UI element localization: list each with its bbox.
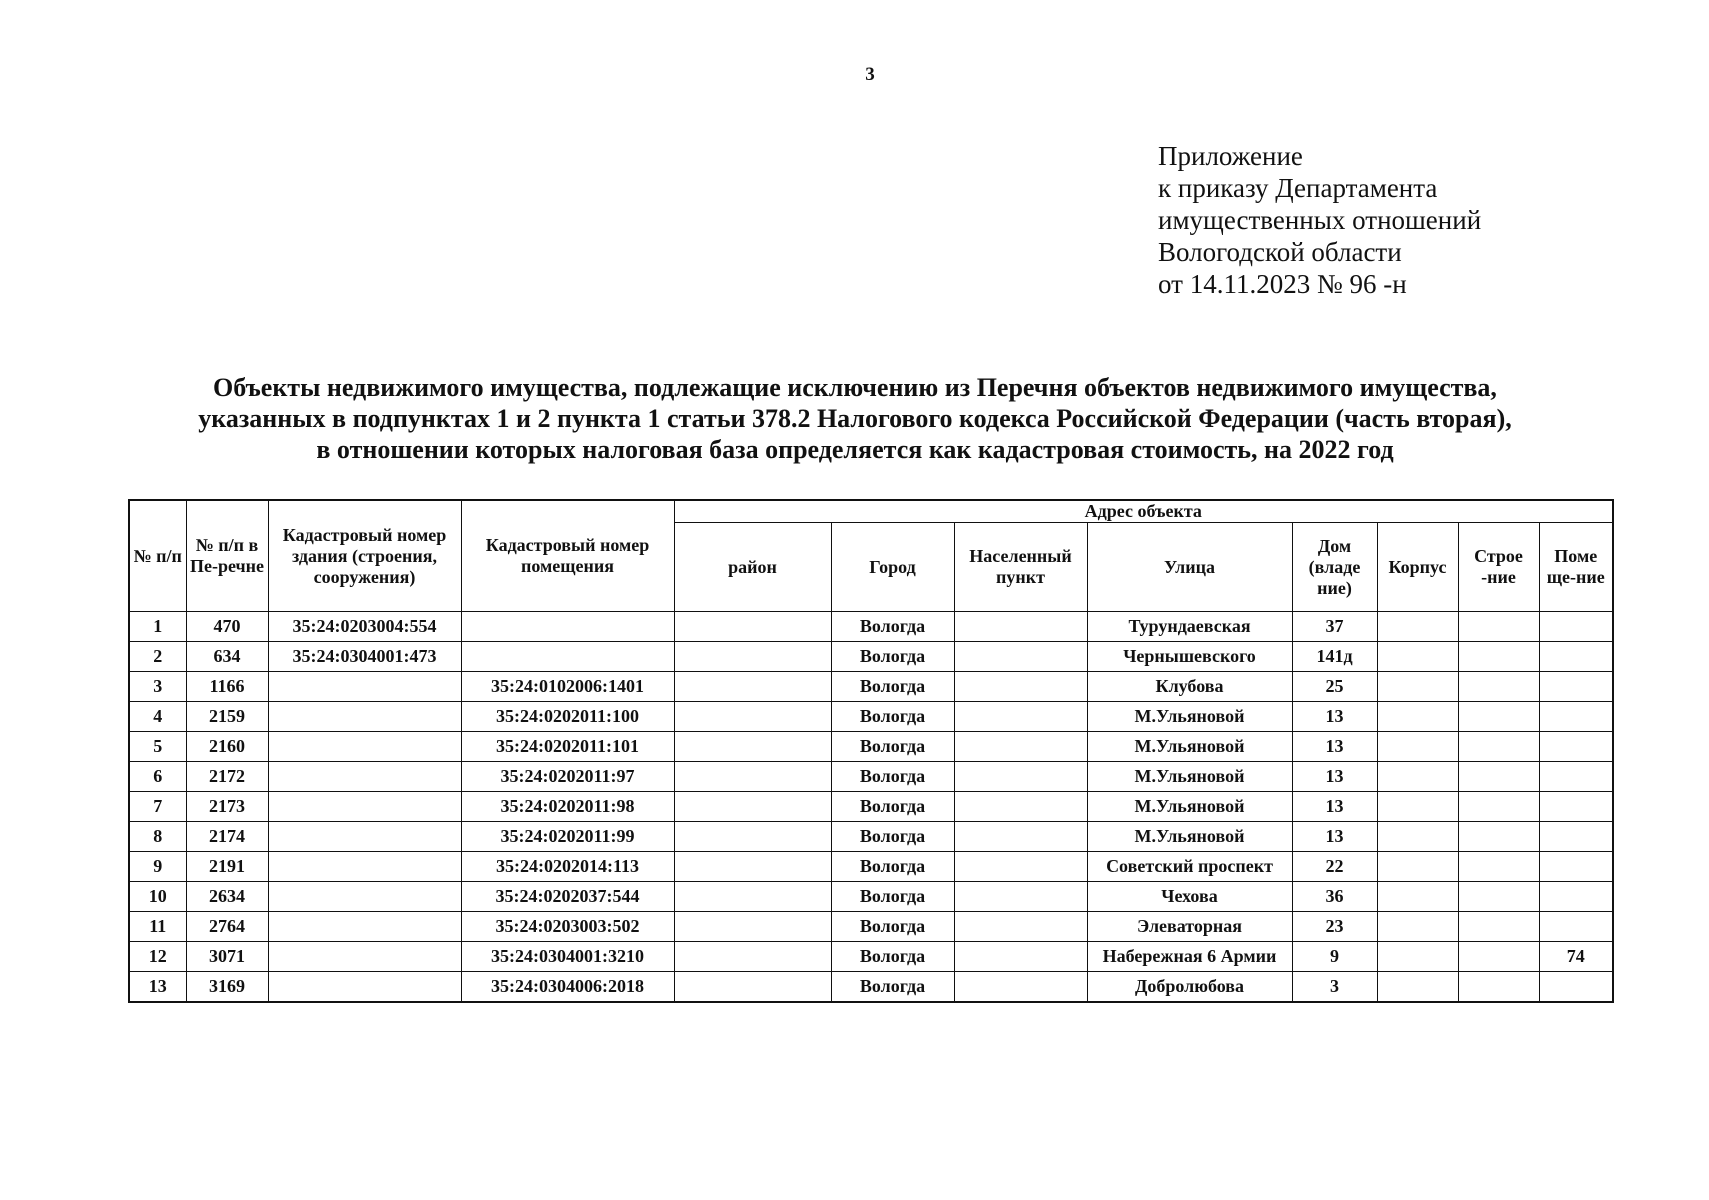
cell-premises-cadastral xyxy=(461,642,674,672)
cell-house: 25 xyxy=(1292,672,1377,702)
cell-city: Вологда xyxy=(831,882,954,912)
cell-list-num: 2160 xyxy=(186,732,268,762)
header-num: № п/п xyxy=(129,500,186,612)
cell-premises-cadastral xyxy=(461,612,674,642)
header-house: Дом (владе ние) xyxy=(1292,523,1377,612)
table-row xyxy=(129,912,1613,942)
document-title xyxy=(80,372,1630,465)
cell-pomeshchenie xyxy=(1539,882,1613,912)
cell-stroenie xyxy=(1458,732,1539,762)
title-line: Объекты недвижимого имущества, подлежащие исключению из Перечня объектов недвижимого имущества, xyxy=(213,373,1497,402)
cell-city: Вологда xyxy=(831,642,954,672)
page-number: 3 xyxy=(865,64,875,85)
cell-stroenie xyxy=(1458,702,1539,732)
cell-district xyxy=(674,852,831,882)
cell-list-num: 2174 xyxy=(186,822,268,852)
cell-settlement xyxy=(954,882,1087,912)
cell-district xyxy=(674,912,831,942)
cell-num: 7 xyxy=(129,792,186,822)
cell-korpus xyxy=(1377,642,1458,672)
cell-street: Добролюбова xyxy=(1087,972,1292,1003)
cell-stroenie xyxy=(1458,942,1539,972)
cell-list-num: 1166 xyxy=(186,672,268,702)
cell-district xyxy=(674,762,831,792)
cell-house: 3 xyxy=(1292,972,1377,1003)
cell-list-num: 470 xyxy=(186,612,268,642)
cell-city: Вологда xyxy=(831,972,954,1003)
cell-premises-cadastral: 35:24:0202011:98 xyxy=(461,792,674,822)
cell-pomeshchenie xyxy=(1539,672,1613,702)
cell-korpus xyxy=(1377,672,1458,702)
appendix-line: Вологодской области xyxy=(1158,237,1402,267)
cell-pomeshchenie xyxy=(1539,612,1613,642)
cell-pomeshchenie xyxy=(1539,822,1613,852)
cell-premises-cadastral: 35:24:0304001:3210 xyxy=(461,942,674,972)
cell-settlement xyxy=(954,822,1087,852)
cell-street: М.Ульяновой xyxy=(1087,792,1292,822)
cell-premises-cadastral: 35:24:0202011:100 xyxy=(461,702,674,732)
table-row xyxy=(129,762,1613,792)
cell-house: 36 xyxy=(1292,882,1377,912)
cell-stroenie xyxy=(1458,612,1539,642)
cell-num: 5 xyxy=(129,732,186,762)
cell-num: 13 xyxy=(129,972,186,1003)
table-row xyxy=(129,732,1613,762)
cell-pomeshchenie xyxy=(1539,702,1613,732)
cell-num: 8 xyxy=(129,822,186,852)
cell-district xyxy=(674,732,831,762)
cell-street: М.Ульяновой xyxy=(1087,762,1292,792)
appendix-line: к приказу Департамента xyxy=(1158,173,1438,203)
header-city: Город xyxy=(831,523,954,612)
cell-korpus xyxy=(1377,792,1458,822)
table-row xyxy=(129,792,1613,822)
title-line: указанных в подпунктах 1 и 2 пункта 1 статьи 378.2 Налогового кодекса Российской Федерации (часть вторая), xyxy=(198,404,1512,433)
cell-building-cadastral xyxy=(268,702,461,732)
table-body xyxy=(129,612,1613,1003)
cell-building-cadastral xyxy=(268,852,461,882)
cell-stroenie xyxy=(1458,972,1539,1003)
cell-city: Вологда xyxy=(831,672,954,702)
cell-num: 1 xyxy=(129,612,186,642)
cell-street: Клубова xyxy=(1087,672,1292,702)
cell-premises-cadastral: 35:24:0202014:113 xyxy=(461,852,674,882)
cell-street: Советский проспект xyxy=(1087,852,1292,882)
cell-district xyxy=(674,702,831,732)
cell-stroenie xyxy=(1458,792,1539,822)
table-row xyxy=(129,882,1613,912)
cell-city: Вологда xyxy=(831,612,954,642)
cell-stroenie xyxy=(1458,882,1539,912)
header-pomeshchenie: Поме ще-ние xyxy=(1539,523,1613,612)
cell-pomeshchenie xyxy=(1539,732,1613,762)
cell-korpus xyxy=(1377,882,1458,912)
cell-building-cadastral xyxy=(268,762,461,792)
header-street: Улица xyxy=(1087,523,1292,612)
appendix-line: от 14.11.2023 № 96 -н xyxy=(1158,269,1407,299)
cell-settlement xyxy=(954,942,1087,972)
cell-city: Вологда xyxy=(831,852,954,882)
cell-premises-cadastral: 35:24:0202037:544 xyxy=(461,882,674,912)
table-row xyxy=(129,822,1613,852)
cell-house: 13 xyxy=(1292,762,1377,792)
table-row xyxy=(129,972,1613,1003)
cell-house: 141д xyxy=(1292,642,1377,672)
header-korpus: Корпус xyxy=(1377,523,1458,612)
cell-settlement xyxy=(954,972,1087,1003)
table-row xyxy=(129,852,1613,882)
cell-house: 23 xyxy=(1292,912,1377,942)
cell-house: 13 xyxy=(1292,702,1377,732)
appendix-line: имущественных отношений xyxy=(1158,205,1482,235)
cell-num: 6 xyxy=(129,762,186,792)
cell-korpus xyxy=(1377,612,1458,642)
table-row xyxy=(129,612,1613,642)
cell-house: 13 xyxy=(1292,792,1377,822)
cell-stroenie xyxy=(1458,852,1539,882)
header-address-group: Адрес объекта xyxy=(674,500,1613,523)
cell-street: Турундаевская xyxy=(1087,612,1292,642)
cell-settlement xyxy=(954,672,1087,702)
header-district: район xyxy=(674,523,831,612)
cell-building-cadastral: 35:24:0304001:473 xyxy=(268,642,461,672)
table-row xyxy=(129,672,1613,702)
header-settlement: Населенный пункт xyxy=(954,523,1087,612)
cell-street: Чернышевского xyxy=(1087,642,1292,672)
cell-stroenie xyxy=(1458,822,1539,852)
cell-premises-cadastral: 35:24:0203003:502 xyxy=(461,912,674,942)
cell-building-cadastral xyxy=(268,912,461,942)
cell-settlement xyxy=(954,732,1087,762)
cell-pomeshchenie xyxy=(1539,912,1613,942)
cell-settlement xyxy=(954,762,1087,792)
cell-stroenie xyxy=(1458,672,1539,702)
cell-building-cadastral xyxy=(268,732,461,762)
cell-num: 4 xyxy=(129,702,186,732)
cell-korpus xyxy=(1377,852,1458,882)
cell-street: М.Ульяновой xyxy=(1087,732,1292,762)
cell-house: 9 xyxy=(1292,942,1377,972)
cell-list-num: 2159 xyxy=(186,702,268,732)
cell-korpus xyxy=(1377,702,1458,732)
cell-pomeshchenie: 74 xyxy=(1539,942,1613,972)
cell-street: М.Ульяновой xyxy=(1087,822,1292,852)
cell-stroenie xyxy=(1458,642,1539,672)
cell-korpus xyxy=(1377,942,1458,972)
cell-city: Вологда xyxy=(831,762,954,792)
cell-pomeshchenie xyxy=(1539,762,1613,792)
cell-street: М.Ульяновой xyxy=(1087,702,1292,732)
cell-num: 3 xyxy=(129,672,186,702)
cell-premises-cadastral: 35:24:0102006:1401 xyxy=(461,672,674,702)
cell-street: Набережная 6 Армии xyxy=(1087,942,1292,972)
cell-num: 12 xyxy=(129,942,186,972)
header-stroenie: Строе -ние xyxy=(1458,523,1539,612)
cell-building-cadastral xyxy=(268,672,461,702)
cell-premises-cadastral: 35:24:0202011:97 xyxy=(461,762,674,792)
cell-num: 10 xyxy=(129,882,186,912)
cell-city: Вологда xyxy=(831,792,954,822)
appendix-line: Приложение xyxy=(1158,141,1303,171)
cell-korpus xyxy=(1377,972,1458,1003)
cell-num: 2 xyxy=(129,642,186,672)
appendix-block xyxy=(1158,140,1481,300)
cell-building-cadastral xyxy=(268,942,461,972)
cell-settlement xyxy=(954,702,1087,732)
cell-list-num: 2634 xyxy=(186,882,268,912)
cell-city: Вологда xyxy=(831,702,954,732)
cell-list-num: 634 xyxy=(186,642,268,672)
cell-settlement xyxy=(954,642,1087,672)
cell-premises-cadastral: 35:24:0202011:99 xyxy=(461,822,674,852)
cell-district xyxy=(674,882,831,912)
cell-list-num: 2191 xyxy=(186,852,268,882)
cell-premises-cadastral: 35:24:0304006:2018 xyxy=(461,972,674,1003)
cell-street: Чехова xyxy=(1087,882,1292,912)
cell-district xyxy=(674,612,831,642)
cell-pomeshchenie xyxy=(1539,852,1613,882)
cell-district xyxy=(674,642,831,672)
cell-num: 11 xyxy=(129,912,186,942)
title-line: в отношении которых налоговая база определяется как кадастровая стоимость, на 2022 год xyxy=(316,435,1394,464)
table-row xyxy=(129,942,1613,972)
cell-stroenie xyxy=(1458,912,1539,942)
cell-list-num: 2764 xyxy=(186,912,268,942)
cell-city: Вологда xyxy=(831,912,954,942)
cell-district xyxy=(674,822,831,852)
header-building-cadastral: Кадастровый номер здания (строения, сооружения) xyxy=(268,500,461,612)
cell-district xyxy=(674,972,831,1003)
cell-district xyxy=(674,672,831,702)
cell-settlement xyxy=(954,792,1087,822)
cell-settlement xyxy=(954,912,1087,942)
header-list-num: № п/п в Пе-речне xyxy=(186,500,268,612)
objects-table xyxy=(128,499,1614,1003)
cell-premises-cadastral: 35:24:0202011:101 xyxy=(461,732,674,762)
cell-city: Вологда xyxy=(831,732,954,762)
cell-korpus xyxy=(1377,822,1458,852)
cell-building-cadastral xyxy=(268,882,461,912)
cell-list-num: 2172 xyxy=(186,762,268,792)
cell-list-num: 3169 xyxy=(186,972,268,1003)
cell-house: 13 xyxy=(1292,822,1377,852)
cell-street: Элеваторная xyxy=(1087,912,1292,942)
cell-house: 37 xyxy=(1292,612,1377,642)
cell-num: 9 xyxy=(129,852,186,882)
cell-settlement xyxy=(954,612,1087,642)
cell-korpus xyxy=(1377,762,1458,792)
cell-building-cadastral xyxy=(268,822,461,852)
cell-house: 13 xyxy=(1292,732,1377,762)
cell-building-cadastral xyxy=(268,792,461,822)
table-row xyxy=(129,702,1613,732)
cell-pomeshchenie xyxy=(1539,792,1613,822)
cell-building-cadastral xyxy=(268,972,461,1003)
cell-building-cadastral: 35:24:0203004:554 xyxy=(268,612,461,642)
cell-pomeshchenie xyxy=(1539,972,1613,1003)
cell-city: Вологда xyxy=(831,822,954,852)
header-premises-cadastral: Кадастровый номер помещения xyxy=(461,500,674,612)
table-row xyxy=(129,642,1613,672)
cell-district xyxy=(674,792,831,822)
cell-korpus xyxy=(1377,732,1458,762)
cell-settlement xyxy=(954,852,1087,882)
cell-list-num: 3071 xyxy=(186,942,268,972)
cell-city: Вологда xyxy=(831,942,954,972)
cell-pomeshchenie xyxy=(1539,642,1613,672)
cell-stroenie xyxy=(1458,762,1539,792)
cell-list-num: 2173 xyxy=(186,792,268,822)
cell-house: 22 xyxy=(1292,852,1377,882)
cell-district xyxy=(674,942,831,972)
cell-korpus xyxy=(1377,912,1458,942)
